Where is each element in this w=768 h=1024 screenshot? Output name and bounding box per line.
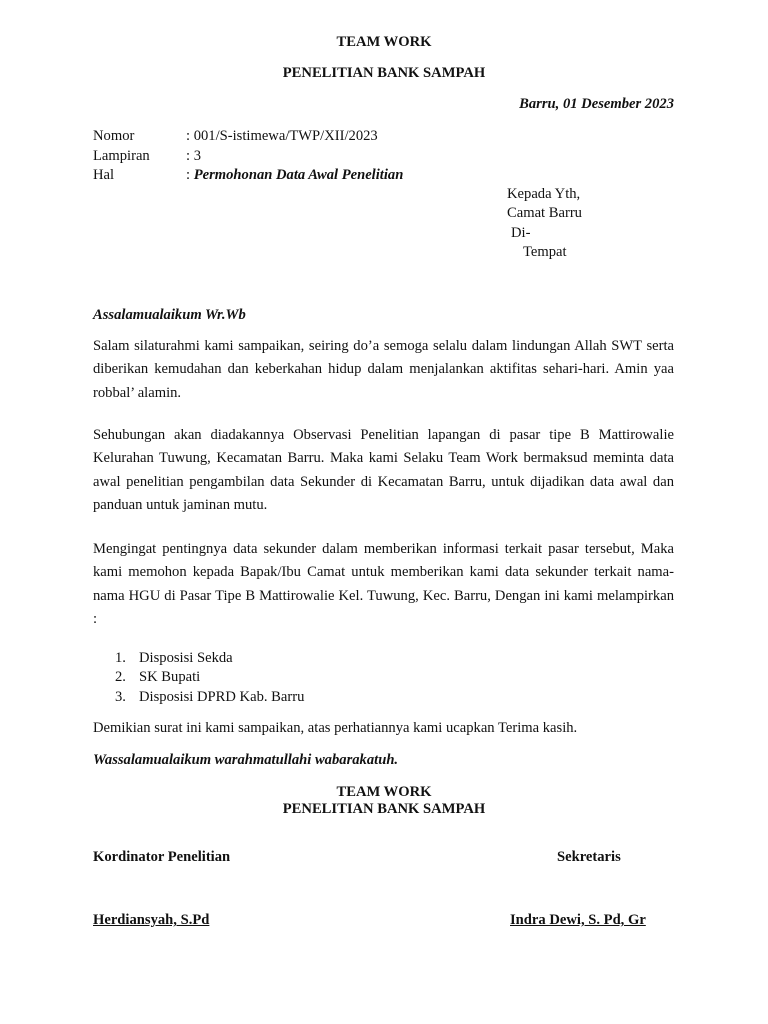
secretary-role: Sekretaris	[557, 849, 621, 865]
farewell: Wassalamualaikum warahmatullahi wabarakatuh.	[93, 752, 399, 768]
list-item-text: Disposisi DPRD Kab. Barru	[139, 688, 305, 705]
signature-org-title: TEAM WORK	[336, 784, 432, 800]
recipient-line1: Kepada Yth,	[507, 186, 581, 202]
attachment-list	[93, 649, 304, 707]
list-item-number: 1.	[115, 650, 126, 666]
nomor-value: : 001/S-istimewa/TWP/XII/2023	[186, 128, 378, 144]
secretary-name: Indra Dewi, S. Pd, Gr	[510, 912, 646, 928]
list-item	[93, 649, 304, 668]
org-subtitle: PENELITIAN BANK SAMPAH	[282, 65, 486, 81]
hal-value: Permohonan Data Awal Penelitian	[193, 167, 404, 183]
nomor-label: Nomor	[93, 128, 135, 144]
hal-label: Hal	[93, 167, 115, 183]
paragraph-3: Mengingat pentingnya data sekunder dalam memberikan informasi terkait pasar tersebut, Maka kami memohon kepada Bapak/Ibu Camat untuk memberikan kami data sekunder terkait nama-nama HGU di Pasar Tipe B Mattirowalie Kel. Tuwung, Kec. Barru, Dengan ini kami melampirkan :	[93, 541, 674, 627]
list-item-number: 3.	[115, 688, 126, 705]
hal-field	[186, 166, 403, 185]
signature-org-subtitle: PENELITIAN BANK SAMPAH	[282, 801, 486, 817]
closing-sentence: Demikian surat ini kami sampaikan, atas perhatiannya kami ucapkan Terima kasih.	[93, 720, 578, 736]
org-title: TEAM WORK	[336, 34, 432, 50]
list-item	[93, 688, 304, 707]
greeting: Assalamualaikum Wr.Wb	[93, 307, 246, 323]
list-item-number: 2.	[115, 669, 126, 686]
paragraph-1: Salam silaturahmi kami sampaikan, seiring do’a semoga selalu dalam lindungan Allah SWT serta diberikan kemudahan dan keberkahan hidup dalam menjalankan aktifitas sehari-hari. Amin yaa robbal’ alamin.	[93, 338, 674, 401]
coordinator-role: Kordinator Penelitian	[93, 849, 231, 865]
recipient-line3: Di-	[511, 225, 531, 241]
list-item	[93, 668, 304, 687]
lampiran-label: Lampiran	[93, 148, 150, 164]
lampiran-value: : 3	[186, 148, 201, 164]
list-item-text: SK Bupati	[139, 669, 201, 686]
recipient-line2: Camat Barru	[507, 205, 582, 221]
coordinator-name: Herdiansyah, S.Pd	[93, 912, 210, 928]
paragraph-2: Sehubungan akan diadakannya Observasi Penelitian lapangan di pasar tipe B Mattirowalie Kelurahan Tuwung, Kecamatan Barru. Maka kami Selaku Team Work bermaksud meminta data awal penelitian pengambilan data Sekunder di Kecamatan Barru, untuk dijadikan data awal dan panduan untuk jaminan mutu.	[93, 427, 674, 513]
hal-colon: :	[186, 167, 194, 183]
recipient-line4: Tempat	[523, 244, 567, 260]
place-date: Barru, 01 Desember 2023	[519, 96, 674, 112]
list-item-text: Disposisi Sekda	[139, 650, 233, 666]
